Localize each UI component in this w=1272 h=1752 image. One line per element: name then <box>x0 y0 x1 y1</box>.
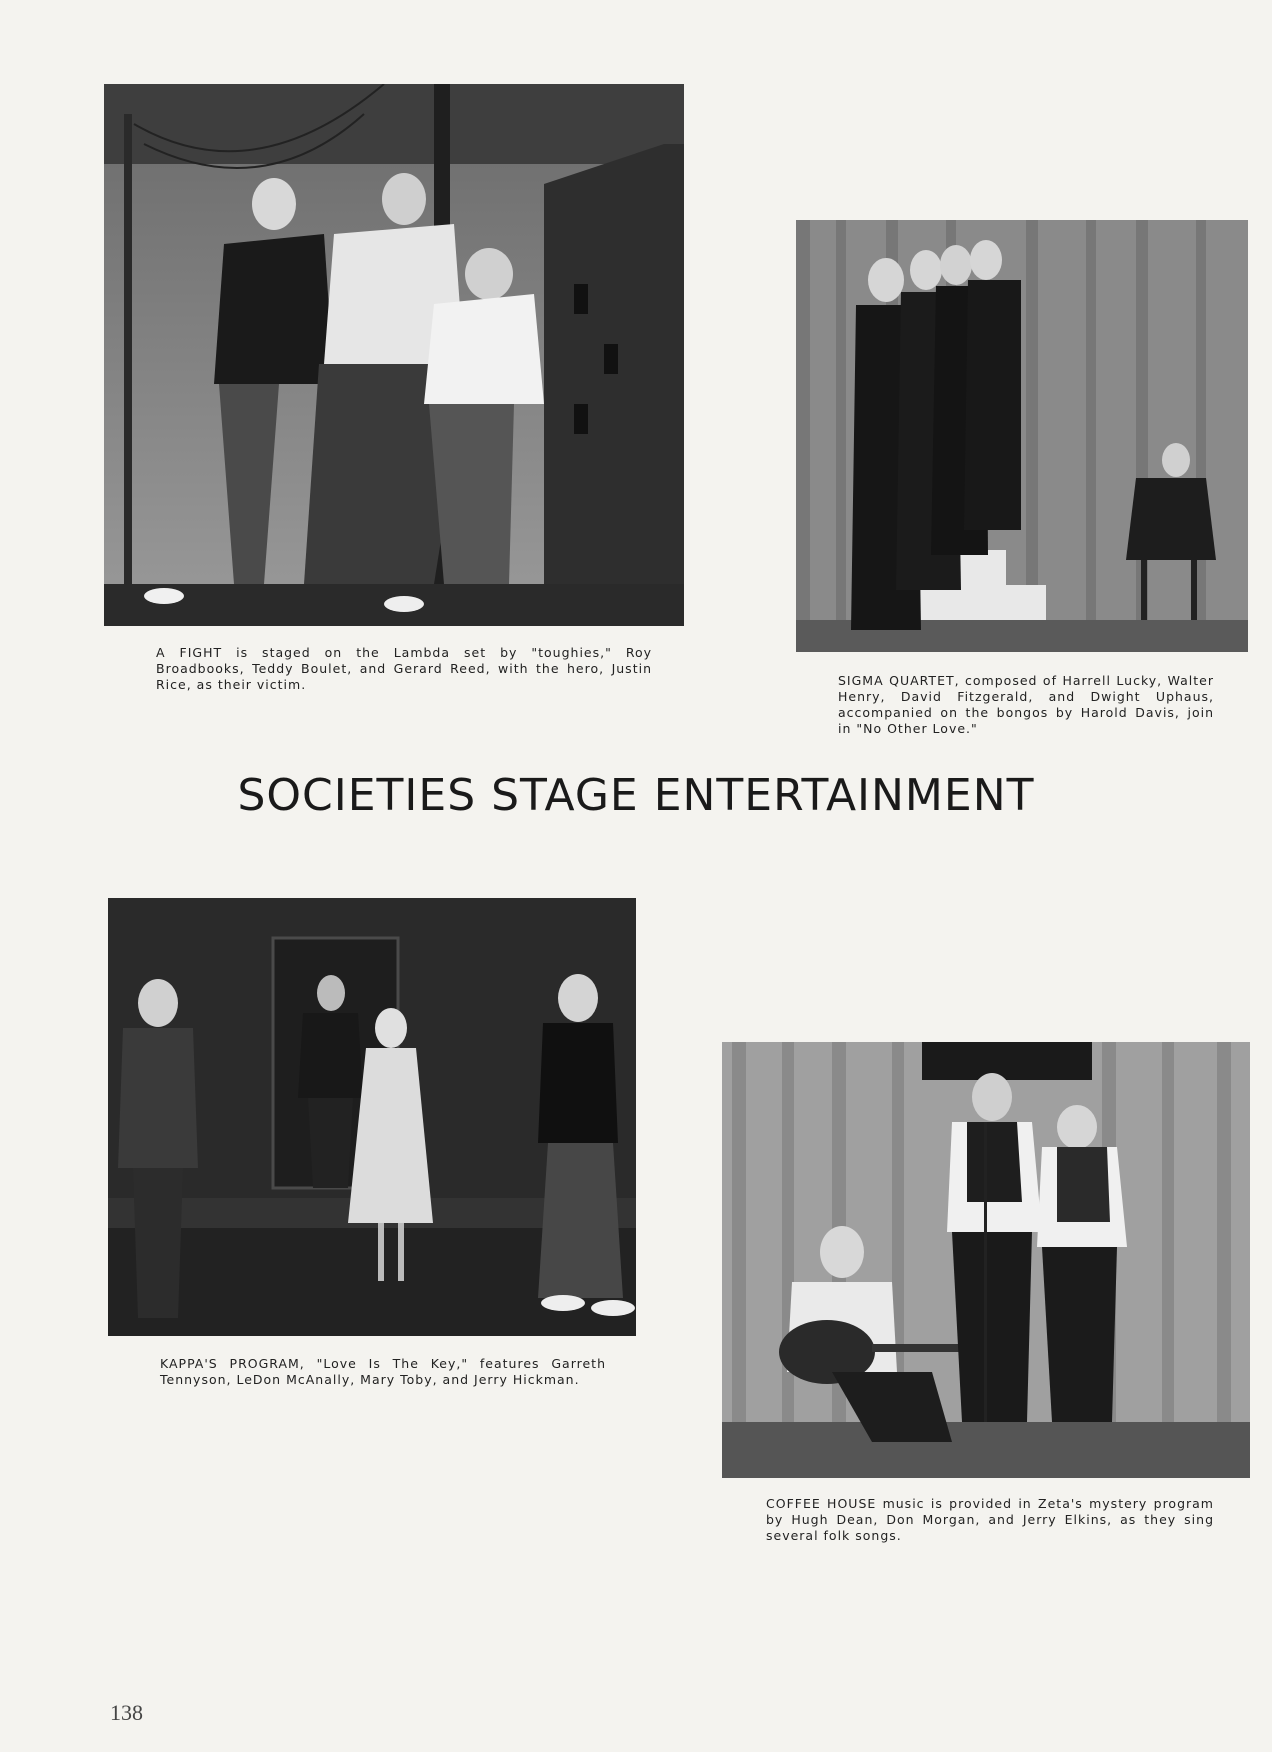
coffee-caption: COFFEE HOUSE music is provided in Zeta's mystery program by Hugh Dean, Don Morgan, and Jerry Elkins, as they sing several folk songs. <box>766 1496 1214 1543</box>
fight-photo <box>104 84 684 626</box>
kappa-photo <box>108 898 636 1336</box>
quartet-caption: SIGMA QUARTET, composed of Harrell Lucky, Walter Henry, David Fitzgerald, and Dwight Uphaus, accompanied on the bongos by Harold Davis, join in "No Other Love." <box>838 673 1214 736</box>
kappa-caption: KAPPA'S PROGRAM, "Love Is The Key," features Garreth Tennyson, LeDon McAnally, Mary Toby, and Jerry Hickman. <box>160 1356 606 1387</box>
quartet-photo <box>796 220 1248 652</box>
coffee-photo <box>722 1042 1250 1478</box>
page-number: 138 <box>110 1700 143 1725</box>
fight-caption: A FIGHT is staged on the Lambda set by "toughies," Roy Broadbooks, Teddy Boulet, and Gerard Reed, with the hero, Justin Rice, as their victim. <box>156 645 652 692</box>
page-headline: SOCIETIES STAGE ENTERTAINMENT <box>237 770 1035 821</box>
